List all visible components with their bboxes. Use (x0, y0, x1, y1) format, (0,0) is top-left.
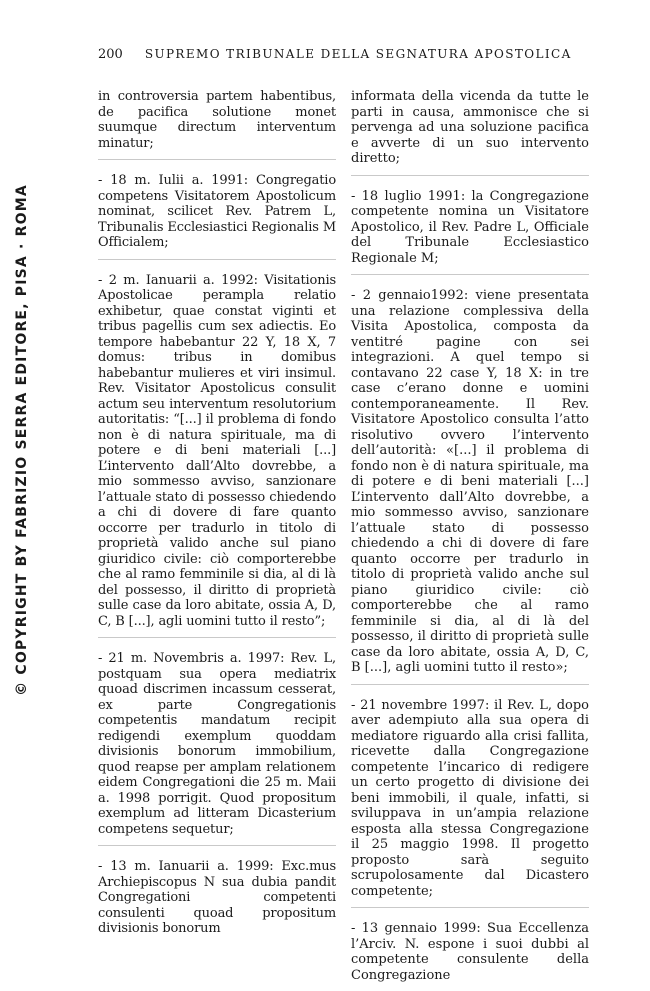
latin-paragraph: - 2 m. Ianuarii a. 1992: Visitationis Apostolicae perampla relatio exhibetur, quae constat viginti et tribus pagellis cum sex adiectis. Eo tempore habebantur 22 Y, 18 X, 7 domus: tribus in domibus habebantur mulieres et viri insimul. Rev. Visitator Apostolicus consulit actum seu interventum resolutorium autoritatis: “[...] il problema di fondo non è di natura spirituale, ma di potere e di beni materiali [...] L’intervento dall’Alto dovrebbe, a mio sommesso avviso, sanzionare l’attuale stato di possesso chiedendo a chi di dovere di fare quanto occorre per tradurlo in titolo di proprietà valido anche sul piano giuridico civile: ciò comporterebbe che al ramo femminile si dia, al di là del possesso, il diritto di proprietà sulle case da loro abitate, ossia A, D, C, B [...], agli uomini tutto il resto”; (98, 273, 336, 639)
italian-paragraph: - 13 gennaio 1999: Sua Eccellenza l’Arciv. N. espone i suoi dubbi al competente consulente della Congregazione (351, 921, 589, 983)
running-title: SUPREMO TRIBUNALE DELLA SEGNATURA APOSTOLICA (144, 47, 572, 61)
running-header (98, 47, 590, 62)
page-number: 200 (98, 47, 123, 62)
latin-column (98, 76, 336, 991)
parallel-text-columns (98, 76, 590, 991)
latin-paragraph: in controversia partem habentibus, de pacifica solutione monet suumque directum interventum minatur; (98, 89, 336, 160)
italian-paragraph: - 2 gennaio1992: viene presentata una relazione complessiva della Visita Apostolica, composta da ventitré pagine con sei integrazioni. A quel tempo si contavano 22 case Y, 18 X: in tre case c’erano donne e uomini contemporaneamente. Il Rev. Visitatore Apostolico consulta l’atto risolutivo ovvero l’intervento dell’autorità: «[...] il problema di fondo non è di natura spirituale, ma di potere e di beni materiali [...] L’intervento dall’Alto dovrebbe, a mio sommesso avviso, sanzionare l’attuale stato di possesso chiedendo a chi di dovere di fare quanto occorre per tradurlo in titolo di proprietà valido anche sul piano giuridico civile: ciò comporterebbe che al ramo femminile si dia, al di là del possesso, il diritto di proprietà sulle case da loro abitate, ossia A, D, C, B [...], agli uomini tutto il resto»; (351, 288, 589, 685)
latin-paragraph: - 13 m. Ianuarii a. 1999: Exc.mus Archiepiscopus N sua dubia pandit Congregationi competenti consulenti quoad propositum divisionis bonorum (98, 859, 336, 936)
italian-paragraph: - 21 novembre 1997: il Rev. L, dopo aver adempiuto alla sua opera di mediatore riguardo alla crisi fallita, ricevette dalla Congregazione competente l’incarico di redigere un certo progetto di divisione dei beni immobili, il quale, infatti, si sviluppava in un’ampia relazione esposta alla stessa Congregazione il 25 maggio 1998. Il progetto proposto sarà seguito scrupolosamente dal Dicastero competente; (351, 698, 589, 909)
latin-paragraph: - 21 m. Novembris a. 1997: Rev. L, postquam sua opera mediatrix quoad discrimen incassum cesserat, ex parte Congregationis competentis mandatum recipit redigendi exemplum quoddam divisionis bonorum immobilium, quod reapse per amplam relationem eidem Congregationi die 25 m. Maii a. 1998 porrigit. Quod propositum exemplum ad litteram Dicasterium competens sequetur; (98, 651, 336, 846)
copyright-watermark: © COPYRIGHT BY FABRIZIO SERRA EDITORE, PISA · ROMA (14, 184, 30, 696)
italian-column (351, 76, 589, 991)
italian-paragraph: - 18 luglio 1991: la Congregazione competente nomina un Visitatore Apostolico, il Rev. Padre L, Officiale del Tribunale Ecclesiastico Regionale M; (351, 189, 589, 276)
latin-paragraph: - 18 m. Iulii a. 1991: Congregatio competens Visitatorem Apostolicum nominat, scilicet Rev. Patrem L, Tribunalis Ecclesiastici Regionalis M Officialem; (98, 173, 336, 260)
italian-paragraph: informata della vicenda da tutte le parti in causa, ammonisce che si pervenga ad una soluzione pacifica e avverte di un suo intervento diretto; (351, 89, 589, 176)
